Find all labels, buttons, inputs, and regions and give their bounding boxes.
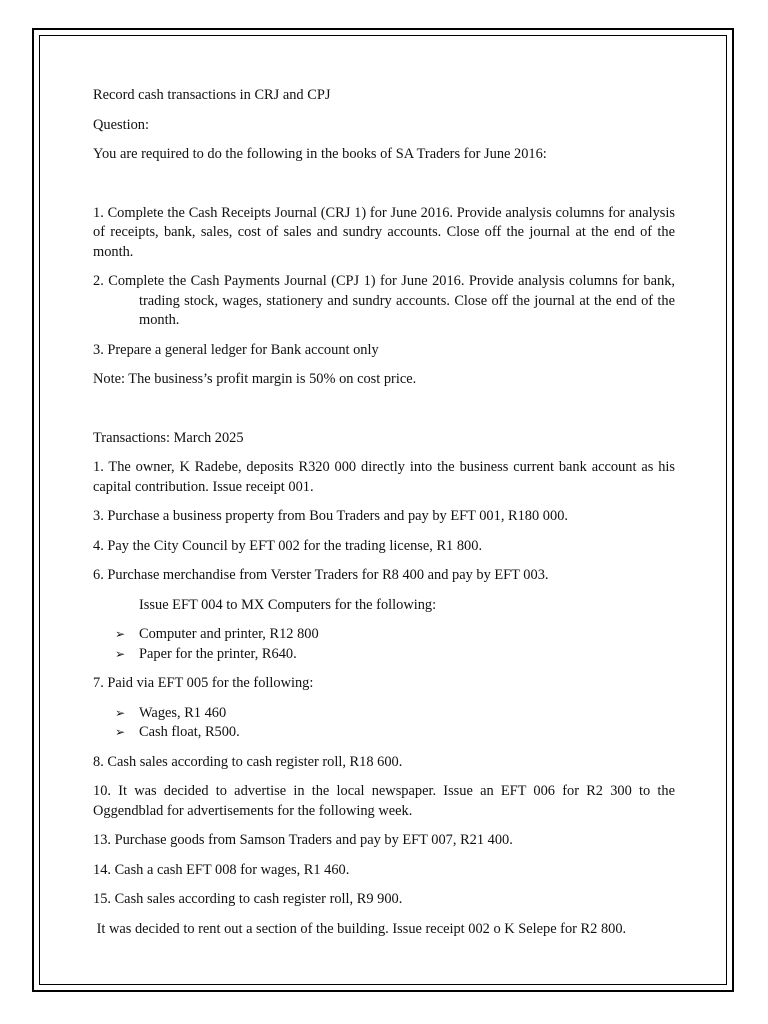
- list-item: ➢ Cash float, R500.: [93, 723, 675, 743]
- spacer: [93, 400, 675, 429]
- arrow-bullet-icon: ➢: [115, 627, 126, 641]
- question-label: Question:: [93, 116, 149, 133]
- transaction-10: 10. It was decided to advertise in the local newspaper. Issue an EFT 006 for R2 300 to the Oggendblad for advertisements for the following week.: [93, 783, 675, 819]
- transaction-7-list: [93, 704, 675, 743]
- task-3: 3. Prepare a general ledger for Bank account only: [93, 341, 379, 358]
- transaction-7: 7. Paid via EFT 005 for the following:: [93, 675, 314, 691]
- document-title: Record cash transactions in CRJ and CPJ: [93, 87, 331, 103]
- transaction-6b: Issue EFT 004 to MX Computers for the following:: [139, 596, 437, 613]
- transaction-8: 8. Cash sales according to cash register roll, R18 600.: [93, 753, 403, 770]
- list-item: ➢ Paper for the printer, R640.: [93, 645, 675, 665]
- list-item: ➢ Wages, R1 460: [93, 704, 675, 724]
- document-body: [93, 86, 675, 949]
- arrow-bullet-icon: ➢: [115, 705, 126, 720]
- instruction-text: You are required to do the following in the books of SA Traders for June 2016:: [93, 146, 547, 162]
- transaction-15: 15. Cash sales according to cash register roll, R9 900.: [93, 891, 403, 907]
- spacer: [93, 175, 675, 204]
- transaction-rent: It was decided to rent out a section of the building. Issue receipt 002 o K Selepe for R2 800.: [93, 920, 627, 937]
- transactions-heading: Transactions: March 2025: [93, 429, 244, 446]
- task-2: 2. Complete the Cash Payments Journal (CPJ 1) for June 2016. Provide analysis columns for bank, trading stock, wages, stationery and sundry accounts. Close off the journal at the end of the month.: [93, 273, 675, 328]
- list-item: ➢ Computer and printer, R12 800: [93, 625, 675, 645]
- arrow-bullet-icon: ➢: [115, 725, 126, 739]
- profit-margin-note: Note: The business’s profit margin is 50% on cost price.: [93, 371, 417, 387]
- transaction-1: 1. The owner, K Radebe, deposits R320 000 directly into the business current bank account as his capital contribution. Issue receipt 001.: [93, 459, 675, 495]
- task-1: 1. Complete the Cash Receipts Journal (CRJ 1) for June 2016. Provide analysis columns for analysis of receipts, bank, sales, cost of sales and sundry accounts. Close off the journal at the end of the month.: [93, 204, 675, 260]
- transaction-14: 14. Cash a cash EFT 008 for wages, R1 460.: [93, 861, 350, 878]
- transaction-6b-list: [93, 625, 675, 664]
- transaction-6: 6. Purchase merchandise from Verster Traders for R8 400 and pay by EFT 003.: [93, 567, 549, 583]
- transaction-13: 13. Purchase goods from Samson Traders and pay by EFT 007, R21 400.: [93, 832, 513, 848]
- transaction-3: 3. Purchase a business property from Bou Traders and pay by EFT 001, R180 000.: [93, 508, 568, 524]
- transaction-4: 4. Pay the City Council by EFT 002 for the trading license, R1 800.: [93, 537, 483, 554]
- arrow-bullet-icon: ➢: [115, 646, 126, 661]
